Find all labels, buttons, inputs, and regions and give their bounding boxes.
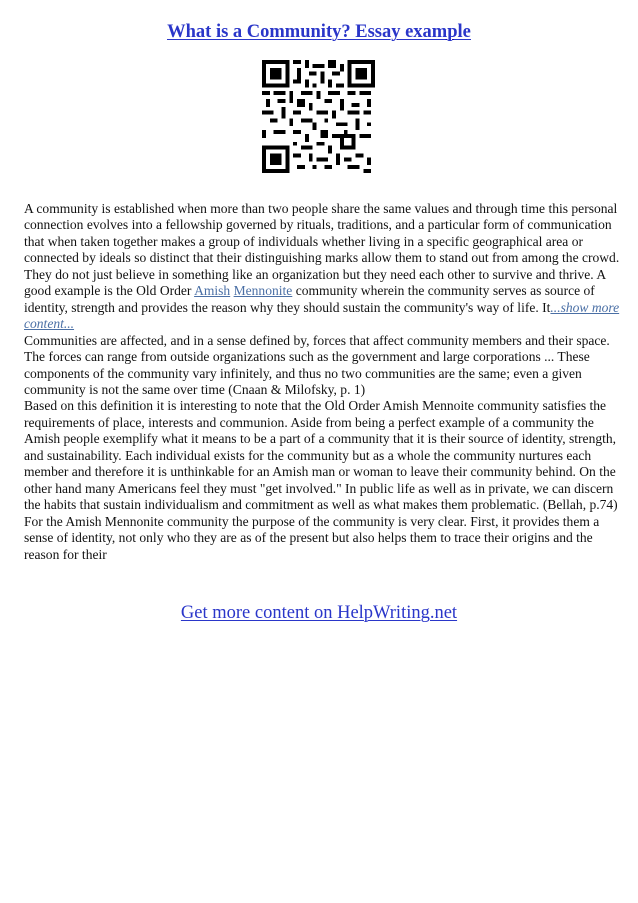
cta-link[interactable]: Get more content on HelpWriting.net [180, 603, 458, 623]
title-link[interactable]: What is a Community? Essay example [167, 22, 471, 42]
paragraph-forces: Communities are affected, and in a sense defined by, forces that affect community members and their space. The forces can range from outside organizations such as the government and large corporations ... These components of the community vary infinitely, and thus no two communities are the same; even a given community is not the same over time (Cnaan & Milofsky, p. 1) [24, 332, 610, 397]
paragraph-definition: Based on this definition it is interesting to note that the Old Order Amish Mennoite community satisfies the requirements of place, interests and communion. Aside from being a perfect example of a community the Amish people exemplify what it means to be a part of a community that it is their source of identity, strength, and sustainability. Each individual exists for the community but as a whole the community nurtures each member and therefore it is unthinkable for an Amish man or woman to leave their community behind. On the other hand many Americans feel they must "get involved." In public life as well as in private, we can discern the habits that sustain individualism and commitment as well as what makes them problematic. (Bellah, p.74) For the Amish Mennonite community the purpose of the community is very clear. First, it provides them a sense of identity, not only who they are as of the present but also helps them to trace their origins and the reason for their [24, 398, 618, 562]
paragraph-intro [24, 201, 622, 333]
amish-link[interactable]: Amish [194, 283, 231, 299]
essay-body [24, 201, 622, 563]
paragraph-text: A community is established when more than two people share the same values and through time this personal connection evolves into a fellowship governed by rituals, traditions, and a particular form of communication that when taken together makes a group of individuals whether living in a specific geographical area or connected by ideals so distinct that their distinguishing marks allow them to stand out from among the crowd. They do not just believe in something like an organization but they need each other to survive and thrive. A good example is the Old Order [24, 201, 620, 299]
mennonite-link[interactable]: Mennonite [233, 283, 293, 299]
qr-code-icon [262, 60, 375, 173]
page-title[interactable] [0, 22, 638, 43]
footer-cta[interactable] [0, 603, 638, 624]
paragraph-text: community wherein the community serves as source of identity, strength and provides the reason why they should sustain the community's way of life. It [24, 283, 595, 315]
show-more-link[interactable]: ...show more content... [24, 299, 620, 332]
